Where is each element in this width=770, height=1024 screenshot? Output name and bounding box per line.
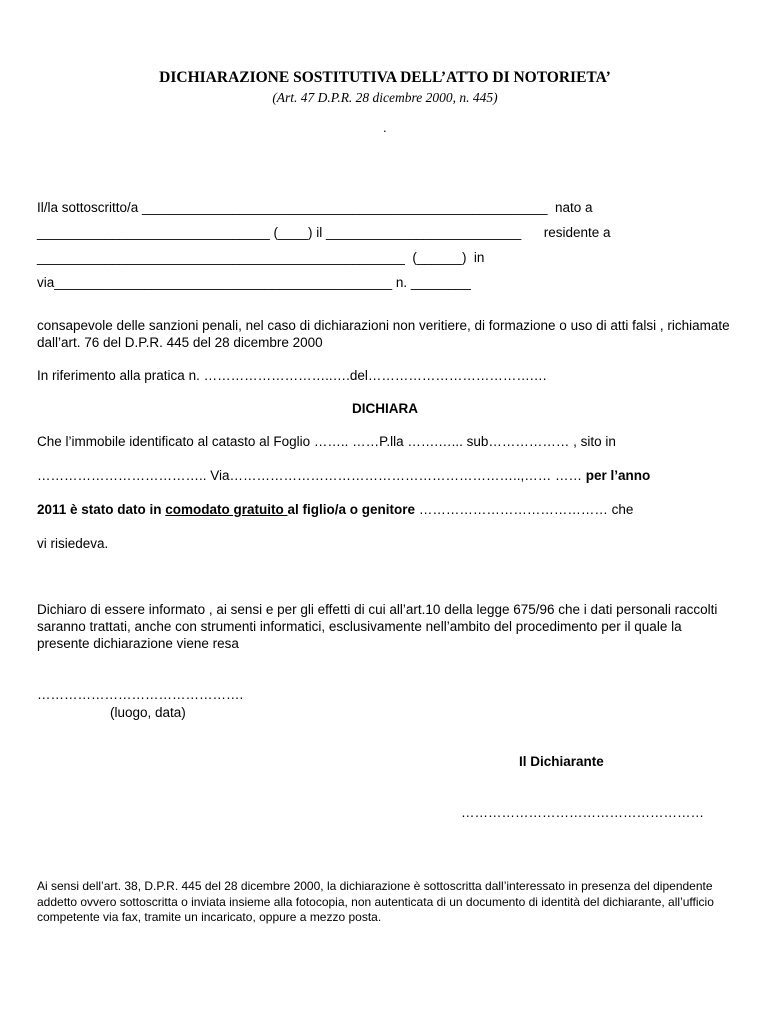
place-date-label: (luogo, data) (110, 705, 186, 720)
comodato-gratuito-underlined: comodato gratuito (165, 502, 288, 517)
document-title: DICHIARAZIONE SOSTITUTIVA DELL’ATTO DI NOTORIETA’ (159, 69, 611, 86)
body-line-2 (37, 468, 650, 483)
body-line-3 (37, 502, 633, 517)
footer-note: Ai sensi dell’art. 38, D.P.R. 445 del 28 dicembre 2000, la dichiarazione è sottoscritta dall’interessato in presenza del dipendente addetto ovvero sottoscritta o inviata insieme alla fotocopia, non autenticata di un documento di identità del dichiarante, all’ufficio competente via fax, tramite un incaricato, oppure a mezzo posta. (37, 879, 714, 924)
privacy-paragraph: Dichiaro di essere informato , ai sensi e per gli effetti di cui all’art.10 della legge 675/96 che i dati personali raccolti saranno trattati, anche con strumenti informatici, esclusivamente nell’ambito del procedimento per il quale la presente dichiarazione viene resa (37, 602, 718, 651)
dichiara-heading: DICHIARA (352, 401, 418, 416)
body-line-3-bold-b: al figlio/a o genitore (287, 502, 416, 517)
form-line-residence: _________________________________________________ (______) in (37, 250, 485, 265)
signature-label: Il Dichiarante (519, 754, 604, 769)
form-line-address: via_____________________________________________ n. ________ (37, 275, 471, 290)
signature-dots: ……………………………………………… (461, 805, 704, 820)
document-subtitle: (Art. 47 D.P.R. 28 dicembre 2000, n. 445) (272, 90, 498, 105)
form-line-birth: _______________________________ (____) il __________________________ residente a (37, 225, 611, 240)
body-line-2-text: ……………………………….. Via………………………………………………………..,…… …… (37, 468, 586, 483)
body-line-3-text: …………………………………… che (415, 502, 634, 517)
body-line-4: vi risiedeva. (37, 536, 109, 551)
place-date-dots: ………………………………………. (37, 687, 244, 702)
body-line-3-bold-a: 2011 è stato dato in (37, 502, 166, 517)
body-line-1: Che l’immobile identificato al catasto al Foglio …….. ……P.lla …….…... sub……………… , sito in (37, 434, 616, 449)
riferimento-line: In riferimento alla pratica n. ………………………..….del……………………………….… (37, 368, 548, 383)
body-line-2-bold: per l’anno (585, 468, 651, 483)
separator-dot: . (383, 120, 387, 135)
consapevole-paragraph: consapevole delle sanzioni penali, nel caso di dichiarazioni non veritiere, di formazione o uso di atti falsi , richiamate dall’art. 76 del D.P.R. 445 del 28 dicembre 2000 (37, 318, 730, 350)
form-line-name: Il/la sottoscritto/a ______________________________________________________ nato a (37, 200, 593, 215)
